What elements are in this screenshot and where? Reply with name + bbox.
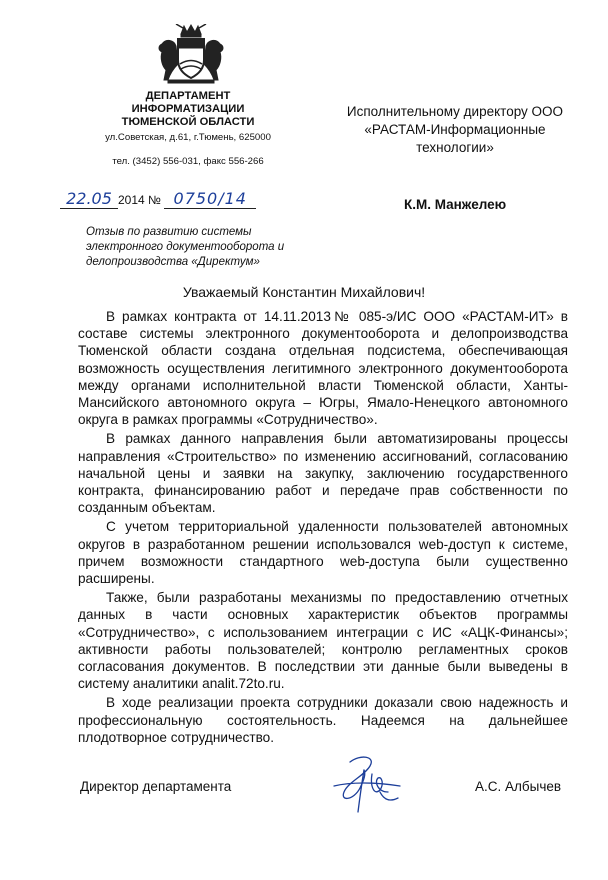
letter-body — [78, 308, 568, 748]
handwritten-signature-icon — [320, 752, 412, 816]
department-address: ул.Советская, д.61, г.Тюмень, 625000 — [105, 132, 271, 143]
greeting: Уважаемый Константин Михайлович! — [182, 284, 426, 300]
department-name — [95, 90, 281, 129]
recipient-block — [340, 103, 570, 157]
registration-number: 0750/14 — [164, 190, 256, 209]
addressee-name: К.М. Манжелею — [404, 197, 507, 212]
letter-subject: Отзыв по развитию системы электронного документооборота и делопроизводства «Директум» — [86, 226, 285, 268]
department-line-2: ИНФОРМАТИЗАЦИИ — [131, 103, 245, 115]
registration-line — [60, 190, 256, 209]
body-paragraph: В ходе реализации проекта сотрудники доказали свою надежность и профессиональную состоятельность. Надеемся на дальнейшее плодотворное сотрудничество. — [78, 695, 568, 745]
department-phone: тел. (3452) 556-031, факс 556-266 — [112, 156, 264, 167]
registration-date: 22.05 — [60, 190, 118, 209]
department-line-1: ДЕПАРТАМЕНТ — [145, 90, 231, 102]
recipient-line-1: Исполнительному директору ООО — [346, 104, 564, 119]
recipient-line-3: технологии» — [416, 140, 494, 155]
registration-year: 2014 № — [118, 193, 161, 207]
body-paragraph: Также, были разработаны механизмы по предоставлению отчетных данных в части основных характеристик объектов программы «Сотрудничество», с использованием интеграции с ИС «АЦК-Финансы»; активности работы пользователей; контролю регламентных сроков согласования документов. В последствии эти данные были выведены в систему аналитики analit.72to.ru. — [78, 590, 568, 692]
body-paragraph: В рамках контракта от 14.11.2013№ 085-э/ИС ООО «РАСТАМ-ИТ» в составе системы электронного документооборота и делопроизводства Тюменской области создана отдельная подсистема, обеспечивающая возможность осуществления легитимного электронного документооборота между органами исполнительной власти Тюменской области, Ханты-Мансийского автономного округа – Югры, Ямало-Ненецкого автономного округа в рамках программы «Сотрудничество». — [78, 309, 568, 428]
department-line-3: ТЮМЕНСКОЙ ОБЛАСТИ — [121, 116, 255, 128]
recipient-line-2: «РАСТАМ-Информационные — [364, 122, 546, 137]
body-paragraph: С учетом территориальной удаленности пользователей автономных округов в разработанном решении использовался web-доступ к системе, причем возможности стандартного web-доступа были существенно расширены. — [78, 519, 568, 587]
coat-of-arms-icon — [156, 24, 226, 86]
signer-name: А.С. Албычев — [475, 779, 562, 794]
signer-position: Директор департамента — [80, 779, 232, 794]
body-paragraph: В рамках данного направления были автоматизированы процессы направления «Строительство» по изменению ассигнований, согласованию начальной цены и заявки на закупку, заключению государственного контракта, финансированию работ и передаче прав собственности по созданным объектам. — [78, 431, 568, 516]
